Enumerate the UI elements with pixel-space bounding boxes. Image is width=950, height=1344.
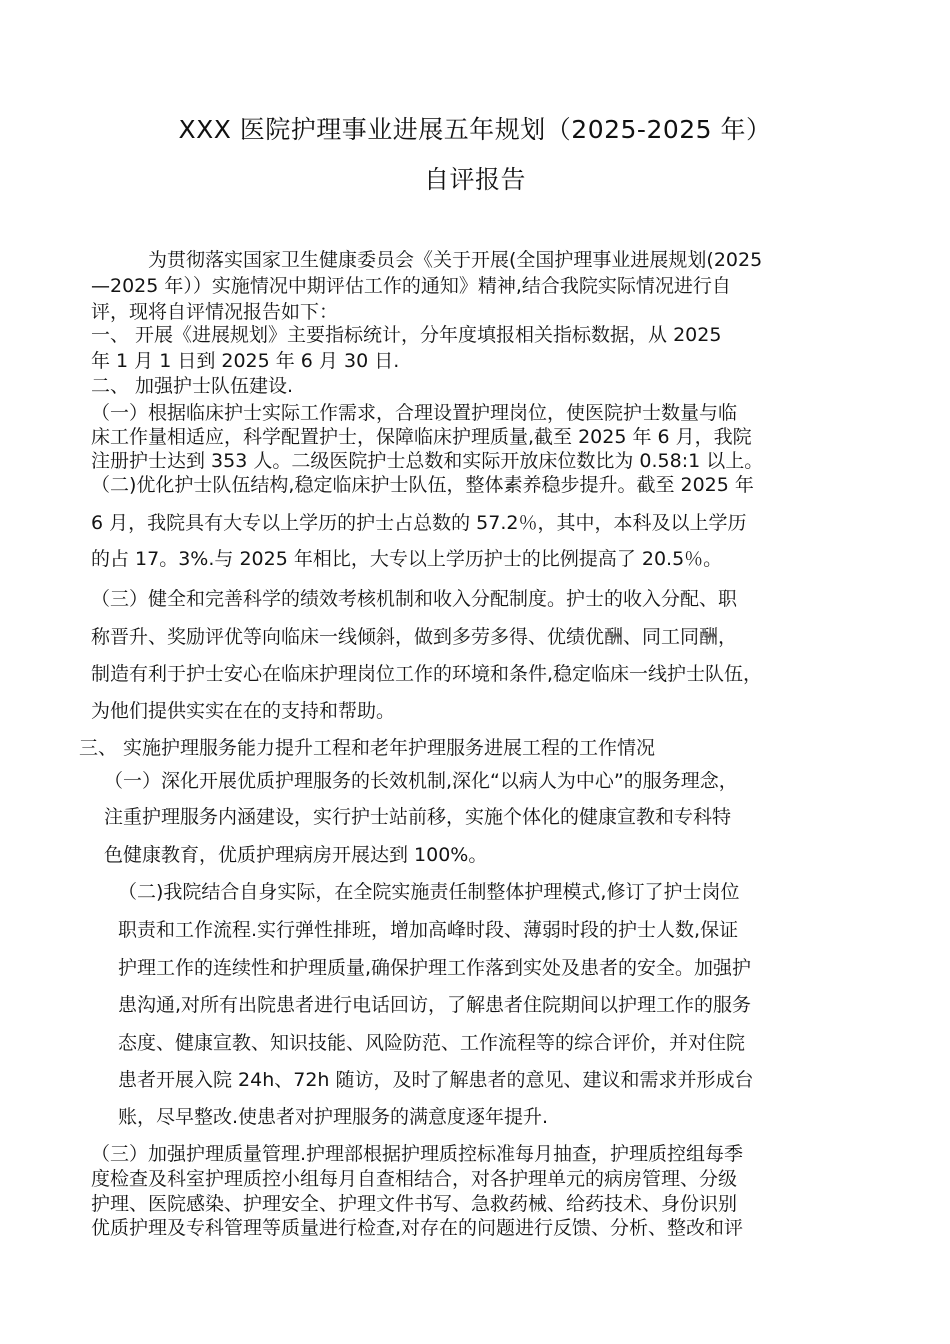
text-line: 一、 开展《进展规划》主要指标统计，分年度填报相关指标数据，从 2025: [91, 324, 722, 346]
text-line: —2025 年））实施情况中期评估工作的通知》精神,结合我院实际情况进行自: [91, 275, 731, 297]
text-line: 床工作量相适应，科学配置护士，保障临床护理质量,截至 2025 年 6 月，我院: [91, 426, 752, 448]
text-line: （三）健全和完善科学的绩效考核机制和收入分配制度。护士的收入分配、职: [91, 588, 738, 610]
text-line: 优质护理及专科管理等质量进行检查,对存在的问题进行反馈、分析、整改和评: [91, 1217, 744, 1239]
text-line: 注册护士达到 353 人。二级医院护士总数和实际开放床位数比为 0.58:1 以上。: [91, 450, 764, 472]
text-line: 评，现将自评情况报告如下：: [91, 301, 339, 323]
text-line: 的占 17。3%.与 2025 年相比，大专以上学历护士的比例提高了 20.5％。: [91, 548, 723, 570]
text-line: 度检查及科室护理质控小组每月自查相结合，对各护理单元的病房管理、分级: [91, 1168, 738, 1190]
text-line: 年 1 月 1 日到 2025 年 6 月 30 日.: [91, 350, 400, 372]
text-line: 为他们提供实实在在的支持和帮助。: [91, 700, 396, 722]
text-line: 患沟通,对所有出院患者进行电话回访，了解患者住院期间以护理工作的服务: [118, 994, 752, 1016]
text-line: （一）深化开展优质护理服务的长效机制,深化“以病人为中心”的服务理念，: [104, 770, 738, 792]
text-line: 制造有利于护士安心在临床护理岗位工作的环境和条件,稳定临床一线护士队伍，: [91, 663, 763, 685]
text-line: 护理工作的连续性和护理质量,确保护理工作落到实处及患者的安全。加强护: [118, 957, 752, 979]
text-line: 为贯彻落实国家卫生健康委员会《关于开展(全国护理事业进展规划(2025: [148, 249, 763, 271]
text-line: 色健康教育，优质护理病房开展达到 100%。: [104, 844, 488, 866]
text-line: （二)优化护士队伍结构,稳定临床护士队伍，整体素养稳步提升。截至 2025 年: [91, 474, 754, 496]
text-line: 称晋升、奖励评优等向临床一线倾斜，做到多劳多得、优绩优酬、同工同酬，: [91, 626, 738, 648]
text-line: 二、 加强护士队伍建设.: [91, 375, 294, 397]
text-line: 账，尽早整改.使患者对护理服务的满意度逐年提升.: [118, 1106, 549, 1128]
text-line: 患者开展入院 24h、72h 随访，及时了解患者的意见、建议和需求并形成台: [118, 1069, 754, 1091]
text-line: （三）加强护理质量管理.护理部根据护理质控标准每月抽查，护理质控组每季: [91, 1143, 744, 1165]
text-line: 职责和工作流程.实行弹性排班，增加高峰时段、薄弱时段的护士人数,保证: [118, 919, 739, 941]
text-line: （二)我院结合自身实际，在全院实施责任制整体护理模式,修订了护士岗位: [118, 881, 740, 903]
text-line: 注重护理服务内涵建设，实行护士站前移，实施个体化的健康宣教和专科特: [104, 806, 732, 828]
text-line: 三、 实施护理服务能力提升工程和老年护理服务进展工程的工作情况: [79, 737, 656, 759]
text-line: 6 月，我院具有大专以上学历的护士占总数的 57.2％，其中，本科及以上学历: [91, 512, 747, 534]
document-title: XXX 医院护理事业进展五年规划（2025-2025 年）: [178, 115, 772, 144]
text-line: 态度、健康宣教、知识技能、风险防范、工作流程等的综合评价，并对住院: [118, 1032, 746, 1054]
text-line: 护理、医院感染、护理安全、护理文件书写、急救药械、给药技术、身份识别: [91, 1193, 738, 1215]
text-line: （一）根据临床护士实际工作需求，合理设置护理岗位，使医院护士数量与临: [91, 402, 738, 424]
document-subtitle: 自评报告: [423, 165, 526, 194]
